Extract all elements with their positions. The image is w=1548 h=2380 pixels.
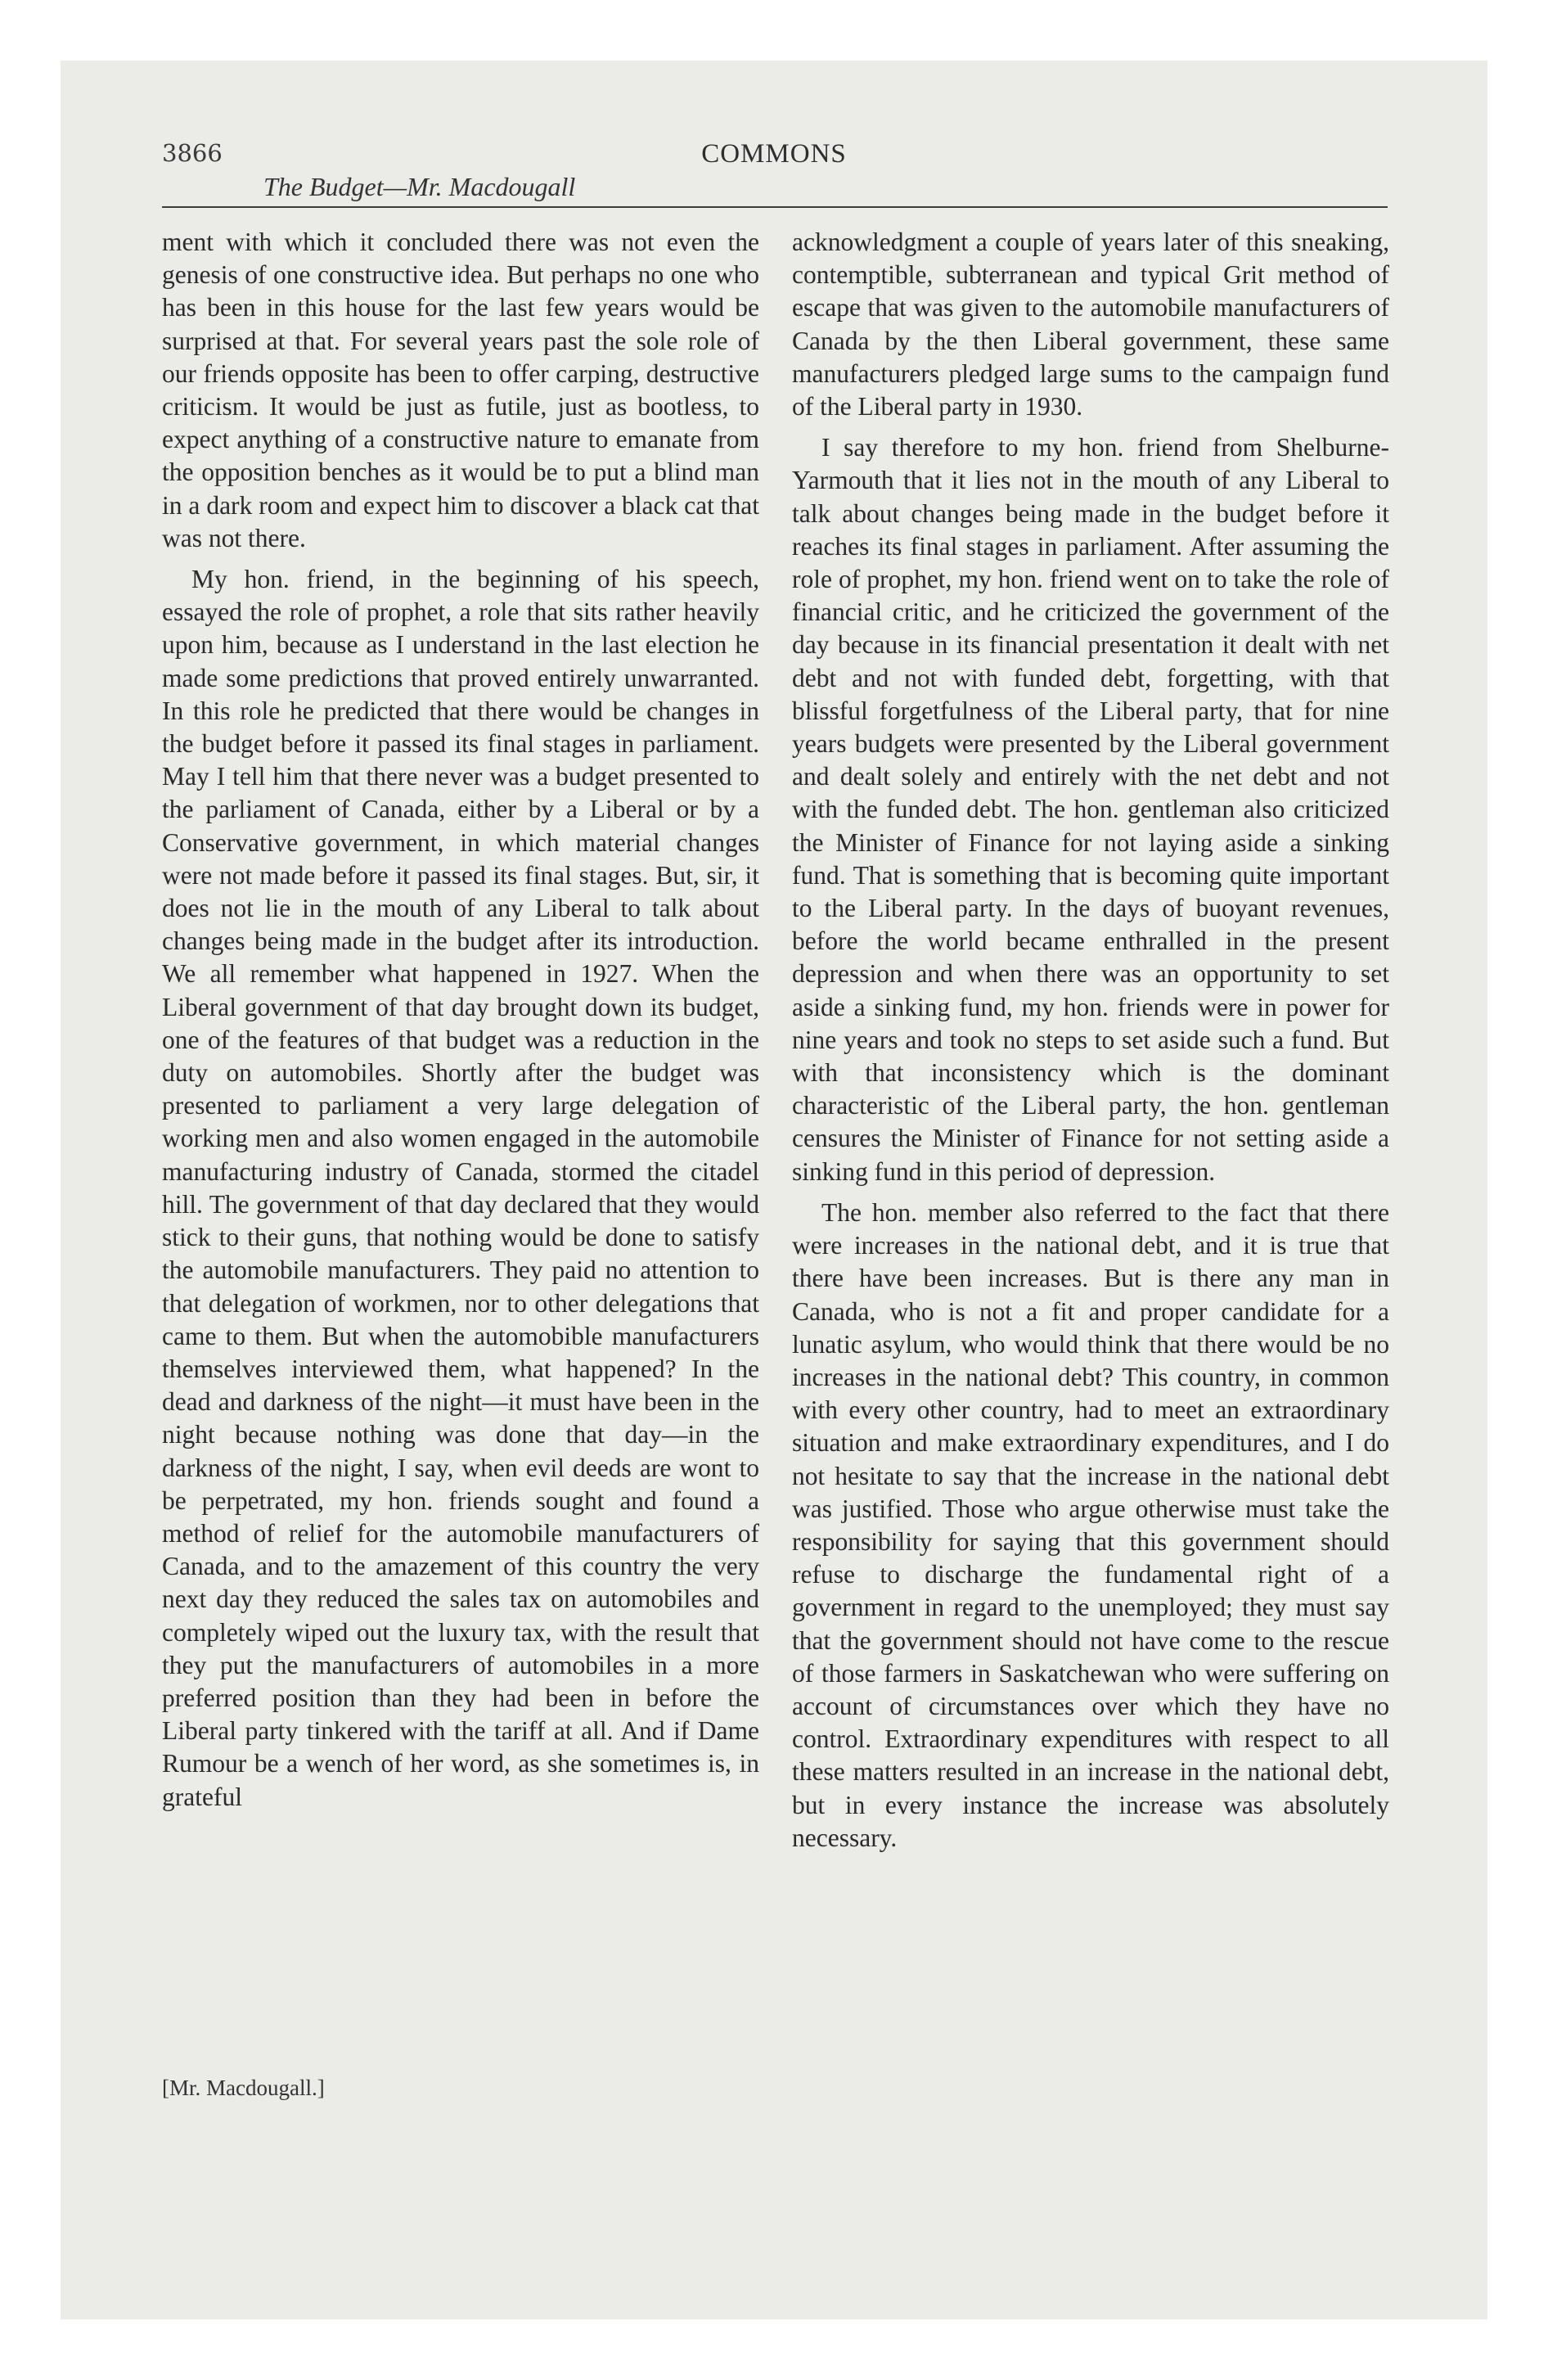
right-paragraph-2: I say therefore to my hon. friend from Shelburne-Yarmouth that it lies not in the mouth of any Liberal to talk about changes being made in the budget before it reaches its final stages in parliament. After assuming the role of prophet, my hon. friend went on to take the role of financial critic, and he criticized the government of the day because in its financial presentation it dealt with net debt and not with funded debt, forgetting, with that blissful forgetfulness of the Liberal party, that for nine years budgets were presented by the Liberal government and dealt solely and entirely with the net debt and not with the funded debt. The hon. gentleman also criticized the Minister of Finance for not laying aside a sinking fund. That is something that is becoming quite important to the Liberal party. In the days of buoyant revenues, before the world became enthralled in the present depression and when there was an opportunity to set aside a sinking fund, my hon. friends were in power for nine years and took no steps to set aside such a fund. But with that inconsistency which is the dominant characteristic of the Liberal party, the hon. gentleman censures the Minister of Finance for not setting aside a sinking fund in this period of depression. bbox=[792, 433, 1389, 1186]
running-head: The Budget—Mr. Macdougall bbox=[263, 172, 576, 201]
page-heading: COMMONS bbox=[701, 139, 847, 169]
document-page bbox=[61, 61, 1487, 2319]
left-paragraph-2: My hon. friend, in the beginning of his speech, essayed the role of prophet, a role that sits rather heavily upon him, because as I understand in the last election he made some predictions that proved entirely unwarranted. In this role he predicted that there would be changes in the budget before it passed its final stages in parliament. May I tell him that there never was a budget presented to the parliament of Canada, either by a Liberal or by a Conservative government, in which material changes were not made before it passed its final stages. But, sir, it does not lie in the mouth of any Liberal to talk about changes being made in the budget after its introduction. We all remember what happened in 1927. When the Liberal government of that day brought down its budget, one of the features of that budget was a reduction in the duty on automobiles. Shortly after the budget was presented to parliament a very large delegation of working men and also women engaged in the automobile manufacturing industry of Canada, stormed the citadel hill. The government of that day declared that they would stick to their guns, that nothing would be done to satisfy the automobile manufacturers. They paid no attention to that delegation of workmen, nor to other delegations that came to them. But when the automobible manufacturers themselves interviewed them, what happened? In the dead and darkness of the night—it must have been in the night because nothing was done that day—in the darkness of the night, I say, when evil deeds are wont to be perpetrated, my hon. friends sought and found a method of relief for the automobile manufacturers of Canada, and to the amazement of this country the very next day they reduced the sales tax on automobiles and completely wiped out the luxury tax, with the result that they put the manufacturers of automobiles in a more preferred position than they had been in before the Liberal party tinkered with the tariff at all. And if Dame Rumour be a wench of her word, as she sometimes is, in grateful bbox=[162, 565, 759, 1811]
page-number: 3866 bbox=[162, 139, 223, 167]
right-paragraph-3: The hon. member also referred to the fact that there were increases in the national debt, and it is true that there have been increases. But is there any man in Canada, who is not a fit and proper candidate for a lunatic asylum, who would think that there would be no increases in the national debt? This country, in common with every other country, had to meet an extraordinary situation and make extraordinary expenditures, and I do not hesitate to say that the increase in the national debt was justified. Those who argue otherwise must take the responsibility for saying that this government should refuse to discharge the fundamental right of a government in regard to the unemployed; they must say that the government should not have come to the rescue of those farmers in Saskatchewan who were suffering on account of circumstances over which they have no control. Extraordinary expenditures with respect to all these matters resulted in an increase in the national debt, but in every instance the increase was absolutely necessary. bbox=[792, 1197, 1389, 1852]
right-paragraph-1: acknowledgment a couple of years later of this sneaking, contemptible, subterranean and typical Grit method of escape that was given to the automobile manufacturers of Canada by the then Liberal government, these same manufacturers pledged large sums to the campaign fund of the Liberal party in 1930. bbox=[792, 228, 1389, 421]
left-column bbox=[162, 226, 759, 1822]
speaker-tag: [Mr. Macdougall.] bbox=[162, 2076, 325, 2100]
right-column bbox=[792, 226, 1389, 1863]
left-paragraph-1: ment with which it concluded there was not even the genesis of one constructive idea. But perhaps no one who has been in this house for the last few years would be surprised at that. For several years past the sole role of our friends opposite has been to offer carping, destructive criticism. It would be just as futile, just as bootless, to expect anything of a constructive nature to emanate from the opposition benches as it would be to put a blind man in a dark room and expect him to discover a black cat that was not there. bbox=[162, 228, 759, 552]
header-rule bbox=[162, 206, 1388, 208]
